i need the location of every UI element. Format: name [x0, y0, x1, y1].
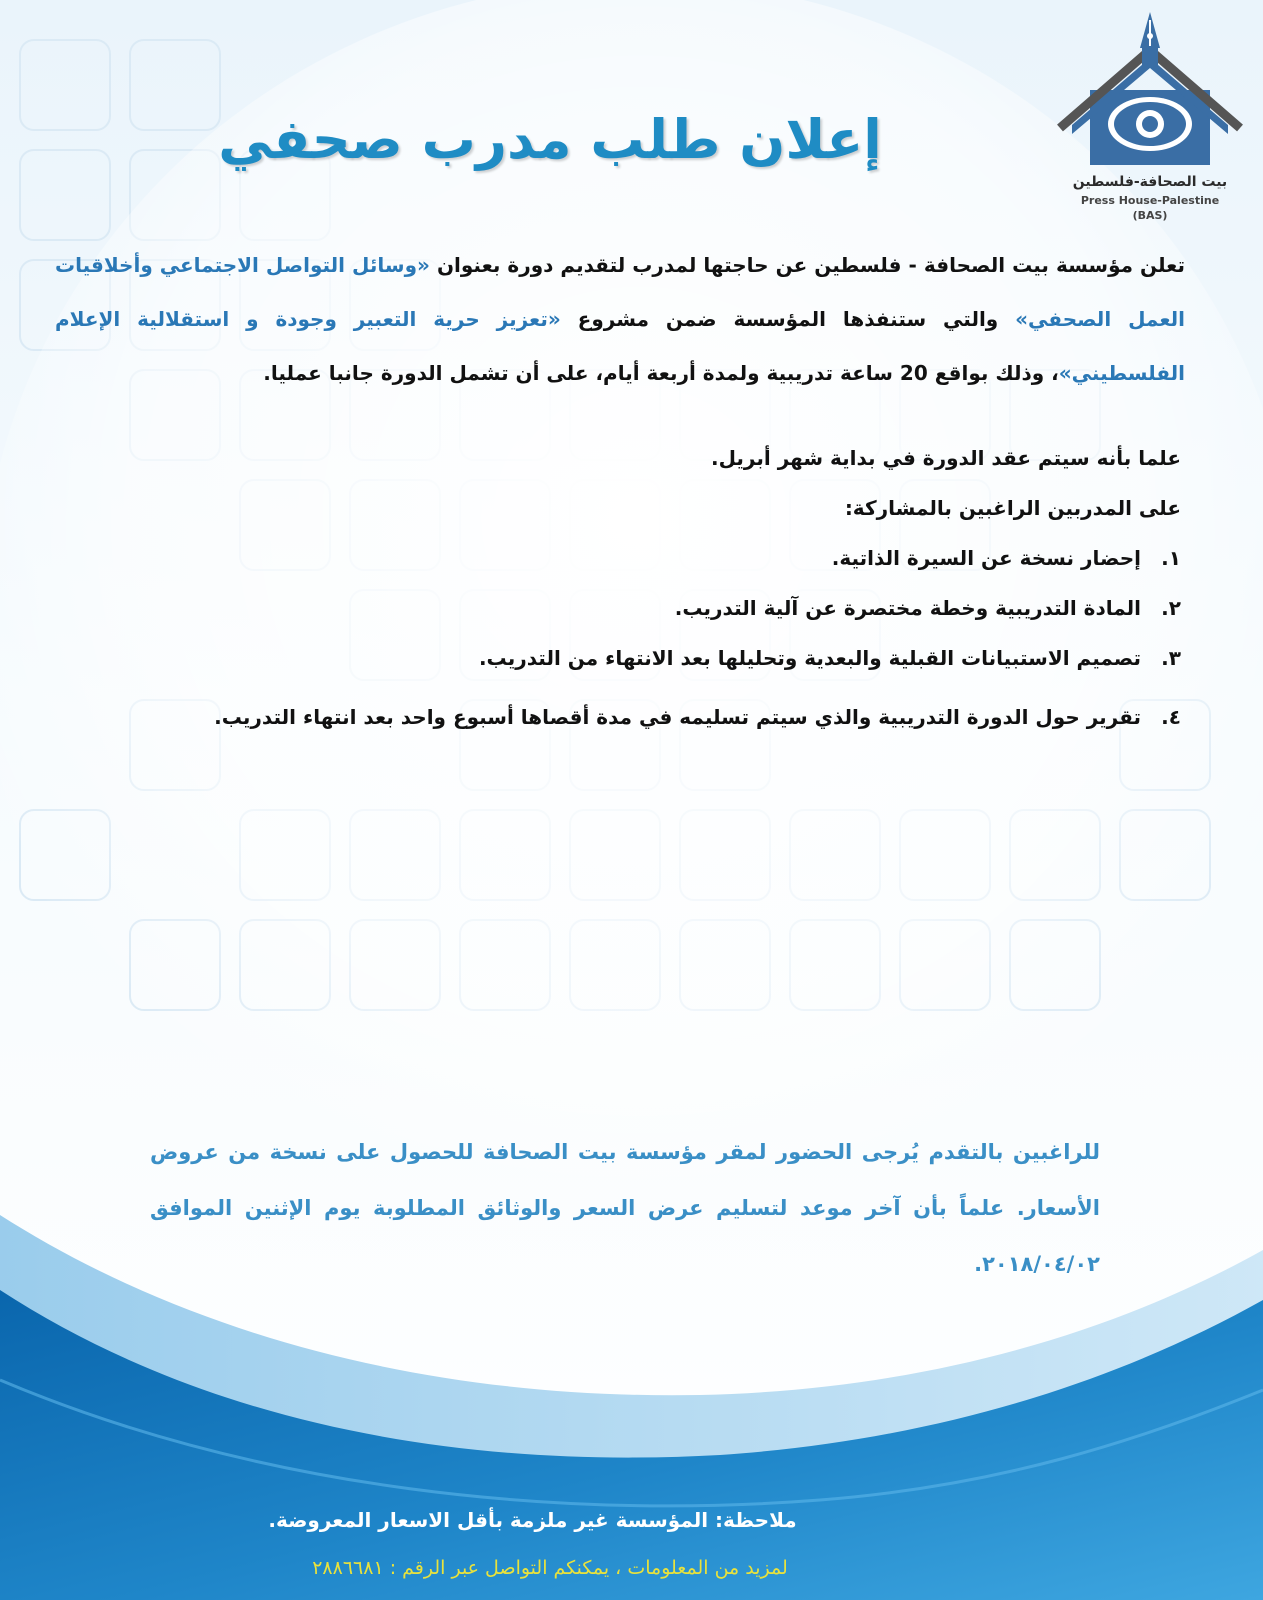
list-item: [479, 646, 1181, 670]
list-item-text: المادة التدريبية وخطة مختصرة عن آلية التدريب.: [674, 596, 1141, 620]
intro-text-3: ، وذلك بواقع 20 ساعة تدريبية ولمدة أربعة أيام، على أن تشمل الدورة جانبا عمليا.: [263, 361, 1059, 385]
list-item-text: تقرير حول الدورة التدريبية والذي سيتم تسليمه في مدة أقصاها أسبوع واحد بعد انتهاء التدريب.: [214, 705, 1141, 729]
footer-contact: لمزيد من المعلومات ، يمكنكم التواصل عبر الرقم : ٢٨٨٦٦٨١: [312, 1557, 788, 1579]
logo-abbreviation: (BAS): [1132, 209, 1168, 222]
press-house-logo-icon: [1050, 10, 1255, 175]
organization-logo: [1050, 10, 1255, 225]
logo-name-arabic: بيت الصحافة-فلسطين: [1072, 174, 1228, 190]
logo-name-english: [1050, 193, 1250, 223]
course-date-note: علما بأنه سيتم عقد الدورة في بداية شهر أبريل.: [710, 446, 1181, 470]
list-item: [675, 596, 1181, 620]
list-item-text: إحضار نسخة عن السيرة الذاتية.: [831, 546, 1141, 570]
footer-note: ملاحظة: المؤسسة غير ملزمة بأقل الاسعار المعروضة.: [268, 1508, 797, 1532]
list-item: [214, 705, 1181, 729]
course-title: «وسائل التواصل الاجتماعي وأخلاقيات العمل الصحفي»: [55, 253, 1185, 331]
list-item-number: ٣.: [1161, 646, 1181, 670]
list-item: [832, 546, 1181, 570]
application-instructions: للراغبين بالتقدم يُرجى الحضور لمقر مؤسسة بيت الصحافة للحصول على نسخة من عروض الأسعار. علماً بأن آخر موعد لتسليم عرض السعر والوثائق المطلوبة يوم الإثنين الموافق ٢٠١٨/٠٤/٠٢.: [150, 1140, 1100, 1276]
intro-text-1: تعلن مؤسسة بيت الصحافة - فلسطين عن حاجتها لمدرب لتقديم دورة بعنوان: [429, 253, 1185, 277]
page-title: إعلان طلب مدرب صحفي: [218, 108, 882, 171]
project-title: «تعزيز حرية التعبير وجودة و استقلالية الإعلام الفلسطيني»: [55, 307, 1185, 385]
intro-paragraph: [55, 238, 1185, 400]
list-item-number: ٢.: [1161, 596, 1181, 620]
list-item-number: ٤.: [1161, 705, 1181, 729]
logo-name-en-line: Press House-Palestine: [1080, 194, 1220, 207]
intro-text-2: والتي ستنفذها المؤسسة ضمن مشروع: [560, 307, 1016, 331]
list-item-number: ١.: [1161, 546, 1181, 570]
requirements-heading: على المدربين الراغبين بالمشاركة:: [844, 496, 1181, 520]
list-item-text: تصميم الاستبيانات القبلية والبعدية وتحليلها بعد الانتهاء من التدريب.: [478, 646, 1141, 670]
